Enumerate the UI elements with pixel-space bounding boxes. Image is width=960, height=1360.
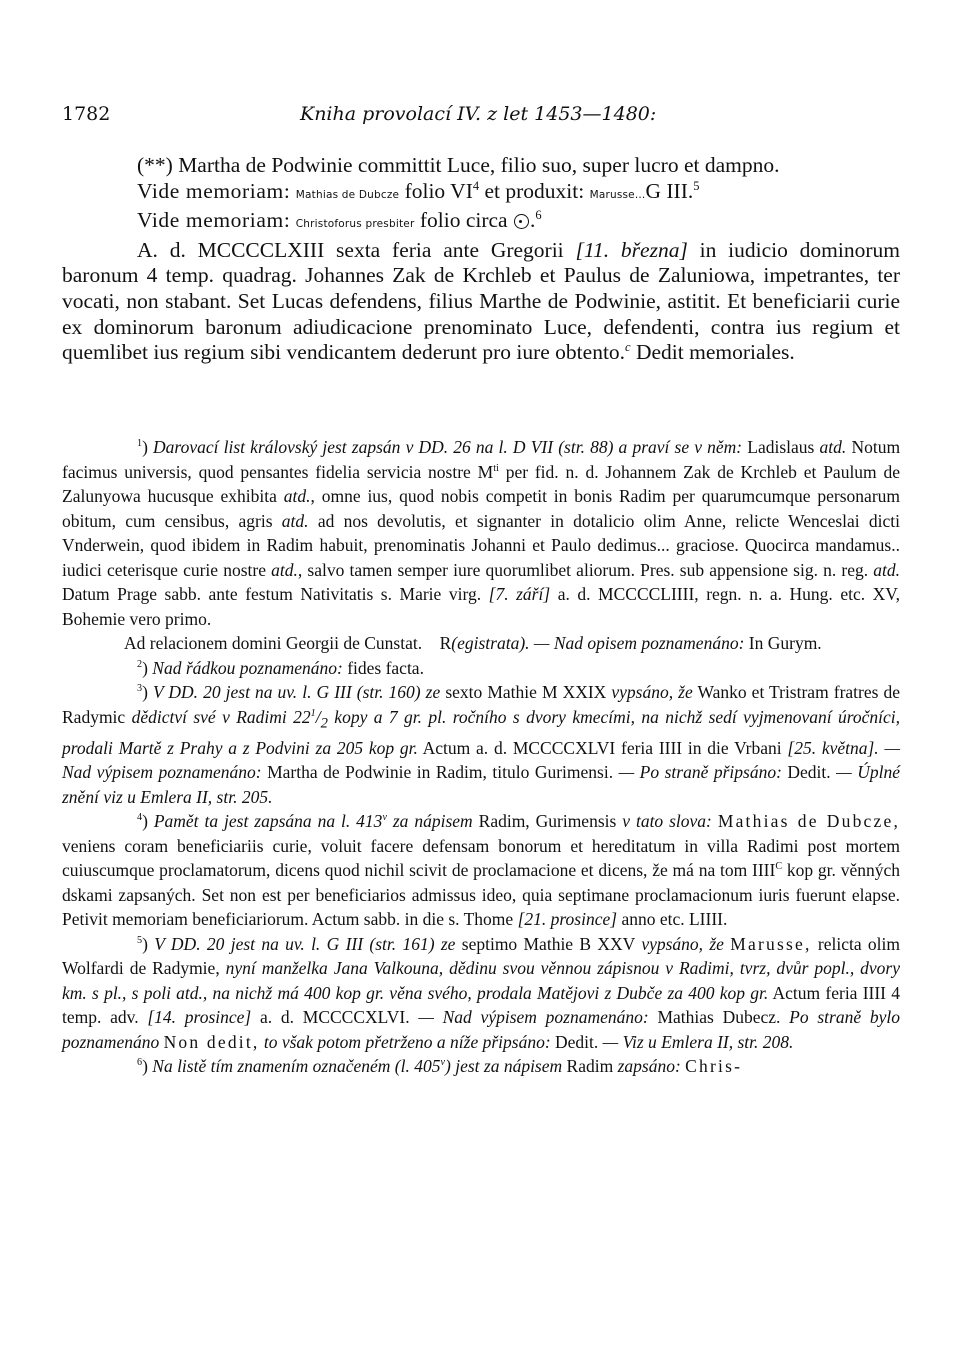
sun-circle-icon	[514, 214, 529, 229]
footnote-4: $^4$) Pamět ta jest zapsána na l. 413$^v$ za nápisem Radim, Gurimensis v tato slova: Mathias de Dubcze, veniens coram beneficiariis curie, voluit facere defensam bonorum et hereditatum in villa Radimi post mortem cuiuscumque proclamatorum, dicens quod nichil scivit de proclamacione et dicens, že má na tom $IIII^C$ kop gr. věnných dskami zapsaných. Set non est per beneficiarios admissus ideo, quia septimane proclamacionum iuris fuerunt elapse. Petivit memoriam beneficiariorum. Actum sabb. in die s. Thome [21. prosince] anno etc. LIIII.	[62, 811, 901, 929]
footnote-5: $^5$) V DD. 20 jest na uv. l. G III (str. 161) ze septimo Mathie B XXV vypsáno, že Marusse, relicta olim Wolfardi de Radymie, nyní manželka Jana Valkouna, dědinu svou věnnou zápisnou v Radimi, tvrz, dvůr popl., dvory km. s pl., s poli atd., na nichž má 400 kop gr. věna svého, prodala Matějovi z Dubče za 400 kop gr. Actum feria IIII 4 temp. adv. [14. prosince] a. d. MCCCCXLVI. — Nad výpisem poznamenáno: Mathias Dubecz. Po straně bylo poznamenáno Non dedit, to však potom přetrženo a níže připsáno: Dedit. — Viz u Emlera II, str. 208.	[62, 933, 901, 1052]
memoriam-line-1: Vide memoriam: Mathias de Dubcze folio $VI^4$ et produxit: Marusse...G III.$^5$	[137, 178, 700, 203]
footnote-3: $^3$) V DD. 20 jest na uv. l. G III (str. 160) ze sexto Mathie M XXIX vypsáno, že Wanko et Tristram fratres de Radymic dědictví své v Radimi $22^1/_2$ kopy a 7 gr. pl. ročního s dvory kmecími, na nichž sedí vyjmenovaní úročníci, prodali Martě z Prahy a z Podvini za 205 kop gr. Actum a. d. MCCCCXLVI feria IIII in die Vrbani [25. května]. — Nad výpisem poznamenáno: Martha de Podwinie in Radim, titulo Gurimensi. — Po straně připsáno: Dedit. — Úplné znění viz u Emlera II, str. 205.	[62, 682, 901, 807]
footnotes	[62, 435, 900, 1079]
page-header	[62, 103, 900, 131]
book-page	[62, 0, 900, 1360]
footnote-6: $^6$) Na listě tím znamením označeném (l. 405$^v$) jest za nápisem Radim zapsáno: Chris-	[137, 1056, 743, 1076]
page-number: 1782	[62, 103, 111, 125]
intro-paragraph: (**) Martha de Podwinie committit Luce, filio suo, super lucro et dampno.	[137, 153, 780, 177]
main-text	[62, 153, 900, 366]
memoriam-line-2: Vide memoriam: Christoforus presbiter folio circa .$^6$	[137, 208, 542, 233]
footnote-1: $^1$) Darovací list královský jest zapsán v DD. 26 na l. D VII (str. 88) a praví se v něm: Ladislaus atd. Notum facimus universis, quod pensantes fidelia servicia nostre $M^{ti}$ per fid. n. d. Johannem Zak de Krchleb et Paulum de Zalunyowa hucusque exhibita atd., omne ius, quod nobis competit in bonis Radim per quarumcumque personarum obitum, cum censibus, agris atd. ad nos devolutis, et signanter in dotalicio olim Anne, relicte Wenceslai dicti Vnderwein, quod ibidem in Radim habuit, prenominatis Johanni et Paulo dedimus... graciose. Quocirca mandamus.. iudici ceterisque curie nostre atd., salvo tamen semper iure quorumlibet aliorum. Pres. sub appensione sig. n. reg. atd. Datum Prage sabb. ante festum Nativitatis s. Marie virg. [7. září] a. d. MCCCCLIIII, regn. n. a. Hung. etc. XV, Bohemie vero primo.	[62, 437, 901, 629]
running-title: Kniha provolací IV. z let 1453—1480:	[300, 103, 657, 125]
entry-paragraph: A. d. MCCCCLXIII sexta feria ante Gregorii [11. března] in iudicio dominorum baronum 4 temp. quadrag. Johannes Zak de Krchleb et Paulus de Zaluniowa, impetrantes, ter vocati, non stabant. Set Lucas defendens, filius Marthe de Podwinie, astitit. Et beneficiarii curie ex dominorum baronum adiudicacione prenominato Luce, defendenti, contra ius regium et quemlibet ius regium sibi vendicantem dederunt pro iure obtento.$^c$ Dedit memoriales.	[62, 237, 901, 365]
footnote-1-relation: Ad relacionem domini Georgii de Cunstat. R(egistrata). — Nad opisem poznamenáno: In Gurym.	[124, 633, 822, 653]
footnote-2: $^2$) Nad řádkou poznamenáno: fides facta.	[137, 657, 424, 678]
